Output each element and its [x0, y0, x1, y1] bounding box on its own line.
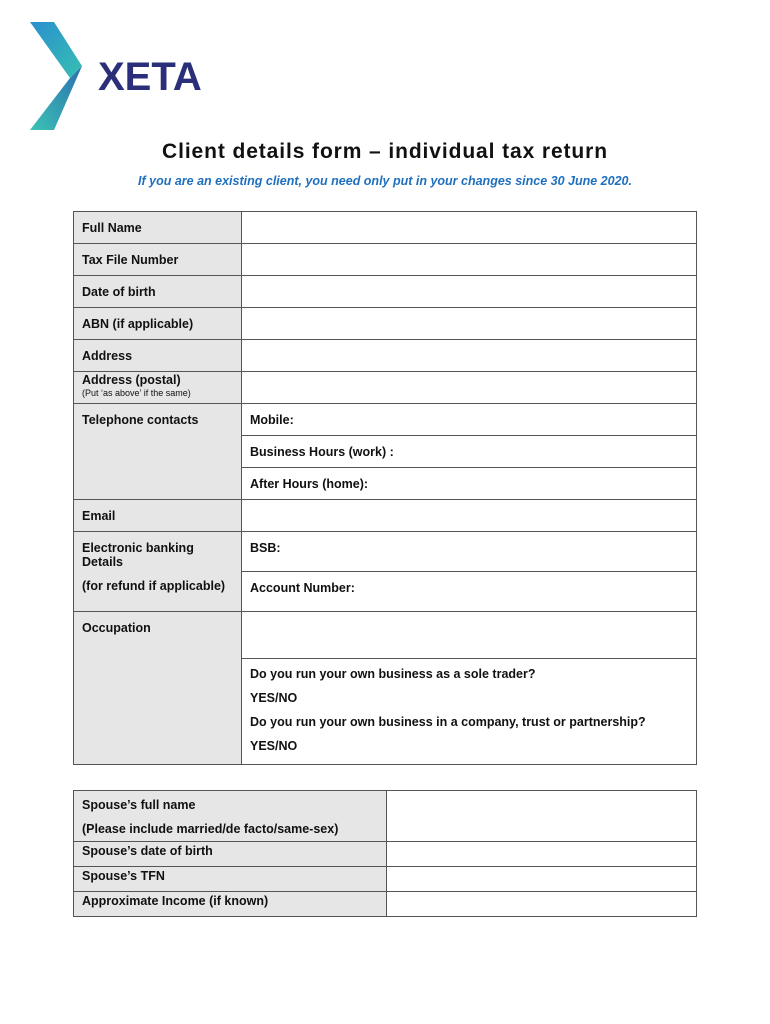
- answer-sole-trader[interactable]: YES/NO: [250, 691, 298, 705]
- row-account-number: [74, 572, 697, 612]
- logo-chevron-upper: [30, 22, 82, 78]
- row-abn: [74, 308, 697, 340]
- input-bsb[interactable]: BSB:: [242, 532, 697, 572]
- input-spouse-dob[interactable]: [387, 842, 697, 867]
- label-spouse-tfn: Spouse’s TFN: [74, 867, 387, 892]
- row-spouse-income: [74, 892, 697, 917]
- row-full-name: [74, 212, 697, 244]
- input-address[interactable]: [242, 340, 697, 372]
- label-address: Address: [74, 340, 242, 372]
- page-title: Client details form – individual tax return: [162, 140, 608, 163]
- input-address-postal[interactable]: [242, 372, 697, 404]
- input-account-number[interactable]: Account Number:: [242, 572, 697, 612]
- input-full-name[interactable]: [242, 212, 697, 244]
- input-occupation[interactable]: [242, 612, 697, 659]
- input-spouse-tfn[interactable]: [387, 867, 697, 892]
- spouse-details-table: [73, 790, 697, 917]
- row-spouse-tfn: [74, 867, 697, 892]
- label-full-name: Full Name: [74, 212, 242, 244]
- client-details-table: [73, 211, 697, 765]
- label-spouse-income: Approximate Income (if known): [74, 892, 387, 917]
- question-company: Do you run your own business in a company, trust or partnership?: [250, 715, 646, 729]
- label-spouse-dob: Spouse’s date of birth: [74, 842, 387, 867]
- label-banking: Electronic banking Details: [74, 532, 242, 572]
- input-email[interactable]: [242, 500, 697, 532]
- label-address-postal: [74, 372, 242, 404]
- label-spouse-name: [74, 791, 387, 842]
- logo-chevron-lower: [30, 66, 82, 130]
- label-occupation: Occupation: [74, 612, 242, 765]
- spouse-name-note: (Please include married/de facto/same-sex): [82, 822, 339, 836]
- label-spouse-name-text: Spouse’s full name: [82, 798, 196, 812]
- row-spouse-name: [74, 791, 697, 842]
- row-spouse-dob: [74, 842, 697, 867]
- input-dob[interactable]: [242, 276, 697, 308]
- label-dob: Date of birth: [74, 276, 242, 308]
- row-address: [74, 340, 697, 372]
- row-tfn: [74, 244, 697, 276]
- input-spouse-income[interactable]: [387, 892, 697, 917]
- row-address-postal: [74, 372, 697, 404]
- input-tfn[interactable]: [242, 244, 697, 276]
- page-subtitle: If you are an existing client, you need only put in your changes since 30 June 2020.: [138, 174, 632, 188]
- input-after-hours[interactable]: After Hours (home):: [242, 468, 697, 500]
- input-spouse-name[interactable]: [387, 791, 697, 842]
- row-bsb: [74, 532, 697, 572]
- row-dob: [74, 276, 697, 308]
- label-telephone: Telephone contacts: [74, 404, 242, 500]
- row-mobile: [74, 404, 697, 436]
- label-abn: ABN (if applicable): [74, 308, 242, 340]
- input-abn[interactable]: [242, 308, 697, 340]
- banking-note: (for refund if applicable): [74, 572, 242, 612]
- xeta-logo: [16, 18, 226, 138]
- label-email: Email: [74, 500, 242, 532]
- row-email: [74, 500, 697, 532]
- answer-company[interactable]: YES/NO: [250, 739, 298, 753]
- question-sole-trader: Do you run your own business as a sole trader?: [250, 667, 536, 681]
- business-questions: [242, 659, 697, 765]
- address-postal-note: (Put ‘as above’ if the same): [82, 388, 191, 398]
- input-mobile[interactable]: Mobile:: [242, 404, 697, 436]
- label-address-postal-text: Address (postal): [82, 373, 181, 387]
- logo-wordmark: XETA: [98, 55, 202, 99]
- row-occupation: [74, 612, 697, 659]
- input-business-hours[interactable]: Business Hours (work) :: [242, 436, 697, 468]
- label-tfn: Tax File Number: [74, 244, 242, 276]
